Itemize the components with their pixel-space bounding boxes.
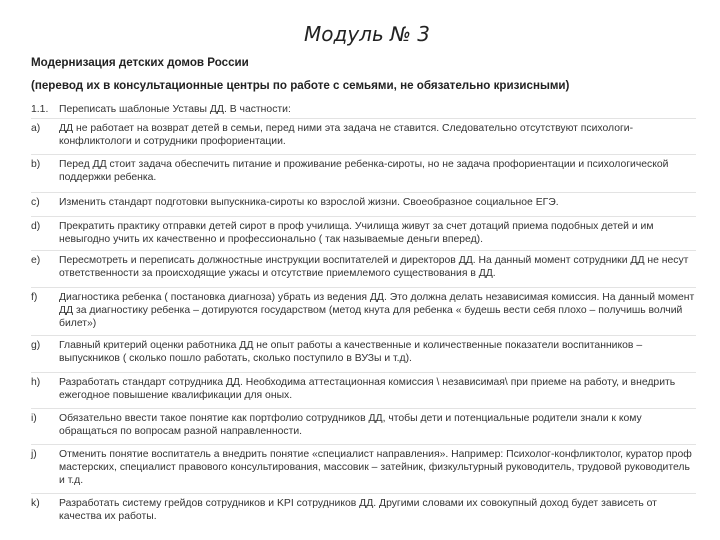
item-text: Диагностика ребенка ( постановка диагноза) убрать из ведения ДД. Это должна делать независимая комиссия. На данный момент ДД за диагностику ребенка – дотируются государством (метод кнута для ребенка « будешь вести себя плохо – получишь волчий билет»)	[59, 292, 695, 329]
intro-number: 1.1.	[31, 104, 49, 115]
list-item	[31, 444, 696, 494]
item-text: Изменить стандарт подготовки выпускника-сироты ко взрослой жизни. Своеобразное социальное ЕГЭ.	[59, 197, 559, 208]
intro-line	[31, 104, 291, 115]
item-text: Пересмотреть и переписать должностные инструкции воспитателей и директоров ДД. На данный момент сотрудники ДД не несут ответственности за происходящие ужасы и отсутствие приемлемого существования в ДД.	[59, 255, 689, 279]
item-letter: d)	[31, 221, 41, 232]
item-letter: h)	[31, 377, 41, 388]
item-letter: i)	[31, 413, 37, 424]
list-item	[31, 192, 696, 217]
list-item	[31, 154, 696, 193]
list-item	[31, 493, 696, 534]
list-item	[31, 216, 696, 251]
section-subheading: (перевод их в консультационные центры по работе с семьями, не обязательно кризисными)	[31, 79, 570, 92]
item-text: ДД не работает на возврат детей в семьи, перед ними эта задача не ставится. Следовательно отсутствуют психологи-конфликтологи и сотрудники профориентации.	[59, 123, 634, 147]
item-text: Прекратить практику отправки детей сирот в проф училища. Училища живут за счет дотаций приема подобных детей и им невыгодно учить их качественно и профессионально ( так называемые деньги вперед).	[59, 221, 654, 245]
item-letter: a)	[31, 123, 41, 134]
section-heading: Модернизация детских домов России	[31, 56, 249, 69]
item-text: Обязательно ввести такое понятие как портфолио сотрудников ДД, чтобы дети и потенциальные родители знали к кому обращаться по вопросам разной направленности.	[59, 413, 642, 437]
item-text: Главный критерий оценки работника ДД не опыт работы а качественные и количественные показатели воспитанников – выпускников ( сколько пошло работать, сколько поступило в ВУЗы и т.д).	[59, 340, 643, 364]
item-text: Разработать стандарт сотрудника ДД. Необходима аттестационная комиссия \ независимая\ при приеме на работу, и внедрить ежегодное повышение квалификации для оных.	[59, 377, 676, 401]
item-text: Отменить понятие воспитатель а внедрить понятие «специалист направления». Например: Психолог-конфликтолог, куратор проф мастерских, специалист правового консультирования, массовик – затейник, физкультурный руководитель, трудовой руководитель и т.д.	[59, 449, 692, 486]
intro-text: Переписать шаблоные Уставы ДД. В частности:	[59, 104, 291, 115]
slide-title: Модуль № 3	[304, 22, 430, 46]
item-letter: k)	[31, 498, 40, 509]
item-letter: e)	[31, 255, 41, 266]
list-item	[31, 335, 696, 373]
item-letter: c)	[31, 197, 40, 208]
item-letter: b)	[31, 159, 41, 170]
list-item	[31, 372, 696, 409]
item-letter: f)	[31, 292, 38, 303]
list-item	[31, 287, 696, 336]
list-item	[31, 250, 696, 288]
item-letter: g)	[31, 340, 41, 351]
item-text: Перед ДД стоит задача обеспечить питание и проживание ребенка-сироты, но не задача профориентации и психологической поддержки ребенка.	[59, 159, 669, 183]
list-item	[31, 118, 696, 155]
list-item	[31, 408, 696, 445]
item-letter: j)	[31, 449, 37, 460]
item-text: Разработать систему грейдов сотрудников и KPI сотрудников ДД. Другими словами их совокупный доход будет зависеть от качества их работы.	[59, 498, 657, 522]
